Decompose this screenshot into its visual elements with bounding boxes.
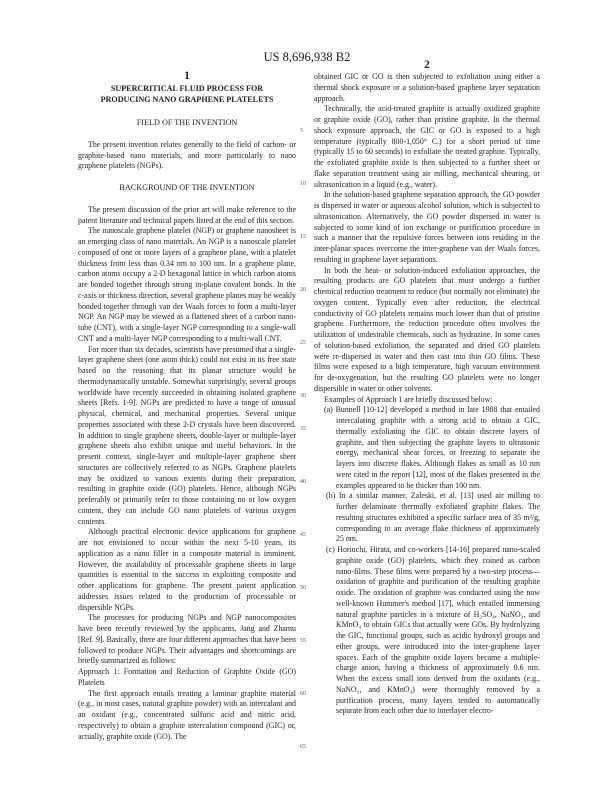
line-number: 65: [300, 744, 306, 750]
column-number-2: 2: [424, 59, 430, 71]
line-number: 20: [300, 287, 306, 293]
line-number: 5: [300, 128, 303, 134]
example-c: (c) Horiuchi, Hirata, and co-workers [14-16] prepared nano-scaled graphite oxide (GO) platelets, which they coined as carbon nano-films. These films were prepared by a two-step process—oxidation of graphite and purification of the resulting graphite oxide. The oxidation of graphite was conducted using the now well-known Hummer's method [17], which entailed immersing natural graphite particles in a mixture of H₂SO₄, NaNO₃, and KMnO₄ to obtain GICs that actually were GOs. By hydrolyzing the GIC, functional groups, such as acidic hydroxyl groups and ether groups, were introduced into the inter-graphene layer spaces. Each of the graphite oxide layers became a multiple-charge anion, having a thickness of approximately 0.6 nm. When the excess small ions derived from the oxidants (e.g., NaNO₃, and KMnO₄) were thoroughly removed by a purification process, many layers tended to automatically separate from each other due to interlayer electro-: [326, 545, 540, 716]
background-paragraph-1: The present discussion of the prior art will make reference to the patent literature and technical papers listed at the end of this section.: [78, 204, 296, 225]
thermal-shock-paragraph: Technically, the acid-treated graphite is actually oxidized graphite or graphite oxide (GO), rather than pristine graphite. In the thermal shock exposure approach, the GIC or GO is exposed to a high temperature (typically 800-1,050° C.) for a short period of time (typically 15 to 60 seconds) to exfoliate the treated graphite. Typically, the exfoliated graphite oxide is then subjected to a further sheet or flake separation treatment using air milling, mechanical shearing, or ultrasonication in a liquid (e.g., water).: [314, 104, 540, 189]
line-number: 15: [300, 234, 306, 240]
exfoliation-paragraph: In both the heat- or solution-induced exfoliation approaches, the resulting products are GO platelets that must undergo a further chemical reduction treatment to reduce (but normally not eliminate) the oxygen content. Typically even after reduction, the electrical conductivity of GO platelets remains much lower than that of pristine graphene. Furthermore, the reduction procedure often involves the utilization of undesirable chemicals, such as hydrazine. In some cases of solution-based exfoliation, the separated and dried GO platelets were re-dispersed in water and then cast into thin GO films. These films were exposed to a high temperature, high vacuum environment for de-oxygenation, but the resulting GO platelets were no longer dispersible in water or other solvents.: [314, 265, 540, 393]
heading-field-of-invention: FIELD OF THE INVENTION: [136, 118, 238, 127]
background-paragraph-4: Although practical electronic device applications for graphene are not envisioned to occur within the next 5-10 years, its application as a nano filler in a composite material is imminent. However, the availability of processable graphene sheets in large quantities is essential to the success in exploiting composite and other applications for graphene. The present patent application addresses issues related to the production of processable or dispersible NGPs.: [78, 527, 296, 612]
background-paragraph-2: The nanoscale graphene platelet (NGP) or graphene nanosheet is an emerging class of nano materials. An NGP is a nanoscale platelet composed of one or more layers of a graphene plane, with a platelet thickness from less than 0.34 nm to 100 nm. In a graphene plane, carbon atoms occupy a 2-D hexagonal lattice in which carbon atoms are bonded together through strong in-plane covalent bonds. In the c-axis or thickness direction, several graphene planes may be weakly bonded together through van der Waals forces to form a multi-layer NGP. An NGP may be viewed as a flattened sheet of a carbon nano-tube (CNT), with a single-layer NGP corresponding to a single-wall CNT and a multi-layer NGP corresponding to a multi-wall CNT.: [78, 226, 296, 343]
field-paragraph: The present invention relates generally to the field of carbon- or graphite-based nano materials, and more particularly to nano graphene platelets (NGPs).: [78, 139, 296, 171]
left-column: [78, 70, 296, 742]
approach-1-paragraph: The first approach entails treating a laminar graphite material (e.g., in most cases, natural graphite powder) with an intercalant and an oxidant (e.g., concentrated sulfuric acid and nitric acid, respectively) to obtain a graphite intercalation compound (GIC) or, actually, graphite oxide (GO). The: [78, 688, 296, 741]
examples-intro: Examples of Approach 1 are briefly discussed below:: [324, 394, 493, 404]
example-a: (a) Bunnell [10-12] developed a method in late 1988 that entailed intercalating graphite with a strong acid to obtain a GIC, thermally exfoliating the GIC to obtain discrete layers of graphite, and then subjecting the graphite layers to ultrasonic energy, mechanical shear forces, or freezing to separate the layers into discrete flakes. Although flakes as small as 10 nm were cited in the report [12], most of the flakes presented in the examples appeared to be thicker than 100 nm.: [324, 405, 540, 490]
background-paragraph-3: For more than six decades, scientists have presumed that a single-layer graphene sheet (one atom thick) could not exist in its free state based on the reasoning that its planar structure would be thermodynamically unstable. Somewhat surprisingly, several groups worldwide have recently succeeded in obtaining isolated graphene sheets [Refs. 1-9]. NGPs are predicted to have a range of unusual physical, chemical, and mechanical properties. Several unique properties associated with these 2-D crystals have been discovered. In addition to single graphene sheets, double-layer or multiple-layer graphene sheets also exhibit unique and useful behaviors. In the present context, single-layer and multiple-layer graphene sheet structures are collectively referred to as NGPs. Graphene platelets may be oxidized to various extents during their preparation, resulting in graphite oxide (GO) platelets. Hence, although NGPs preferably or primarily refer to those containing no or low oxygen content, they can include GO nano platelets of various oxygen contents.: [78, 344, 296, 526]
column-number-1: 1: [184, 70, 190, 82]
example-b: (b) In a similar manner, Zaleski, et al. [13] used air milling to further delaminate thermally exfoliated graphite flakes. The resulting structures exhibited a specific surface area of 35 m²/g, corresponding to an average flake thickness of approximately 25 nm.: [326, 491, 540, 544]
line-number: 45: [300, 532, 306, 538]
patent-title: [78, 84, 296, 105]
line-number: 10: [300, 181, 306, 187]
line-number: 30: [300, 393, 306, 399]
right-column: [314, 59, 540, 717]
line-number: 35: [300, 426, 306, 432]
line-number: 25: [300, 340, 306, 346]
continued-paragraph: obtained GIC or GO is then subjected to exfoliation using either a thermal shock exposure or a solution-based graphene layer separation approach.: [314, 72, 540, 103]
line-number: 40: [300, 479, 306, 485]
line-number: 50: [300, 585, 306, 591]
line-number: 60: [300, 691, 306, 697]
heading-background: BACKGROUND OF THE INVENTION: [119, 183, 255, 192]
approach-1-heading: Approach 1: Formation and Reduction of Graphite Oxide (GO) Platelets: [78, 667, 296, 687]
title-line-1: SUPERCRITICAL FLUID PROCESS FOR: [110, 84, 264, 93]
patent-number-header: US 8,696,938 B2: [263, 50, 351, 64]
solution-based-paragraph: In the solution-based graphene separation approach, the GO powder is dispersed in water or aqueous alcohol solution, which is subjected to ultrasonication. Alternatively, the GO powder dispersed in water is subjected to some kind of ion exchange or purification procedure in such a manner that the repulsive forces between ions residing in the inter-planar spaces overcome the inter-graphene van der Waals forces, resulting in graphene layer separations.: [314, 190, 540, 264]
background-paragraph-5: The processes for producing NGPs and NGP nanocomposites have been recently reviewed by the applicants, Jang and Zhamu [Ref. 9]. Basically, there are four different approaches that have been followed to produce NGPs. Their advantages and shortcomings are briefly summarized as follows:: [78, 613, 296, 666]
line-number: 55: [300, 638, 306, 644]
title-line-2: PRODUCING NANO GRAPHENE PLATELETS: [100, 94, 274, 104]
